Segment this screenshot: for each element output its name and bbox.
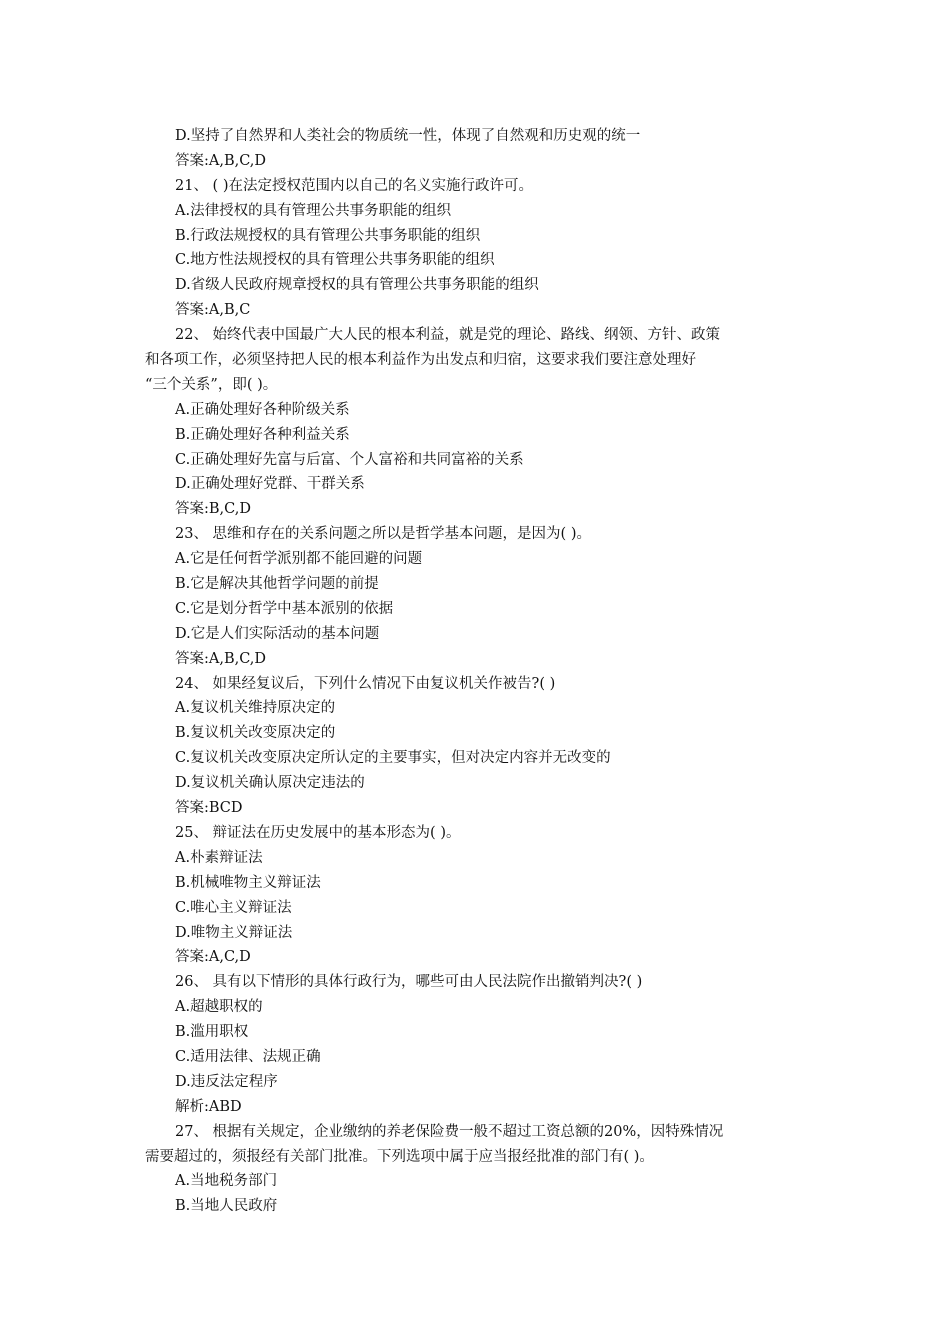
option-line: C.适用法律、法规正确 (175, 1048, 321, 1065)
option-line: B.行政法规授权的具有管理公共事务职能的组织 (175, 227, 481, 244)
question-27: 27、 根据有关规定，企业缴纳的养老保险费一般不超过工资总额的20%，因特殊情况 (175, 1123, 724, 1140)
option-line: A.法律授权的具有管理公共事务职能的组织 (175, 202, 452, 219)
question-22: 22、 始终代表中国最广大人民的根本利益，就是党的理论、路线、纲领、方针、政策 (175, 327, 721, 344)
option-line: A.它是任何哲学派别都不能回避的问题 (175, 551, 423, 568)
answer-line: 答案:B,C,D (175, 501, 251, 518)
option-line: C.复议机关改变原决定所认定的主要事实，但对决定内容并无改变的 (175, 750, 611, 767)
option-line: A.超越职权的 (175, 999, 263, 1016)
document-body (145, 124, 810, 1219)
option-line: D.省级人民政府规章授权的具有管理公共事务职能的组织 (175, 277, 539, 294)
option-line: C.唯心主义辩证法 (175, 899, 292, 916)
option-line: B.它是解决其他哲学问题的前提 (175, 576, 379, 593)
option-line: A.复议机关维持原决定的 (175, 700, 336, 717)
option-line: D.唯物主义辩证法 (175, 924, 293, 941)
answer-line: 解析:ABD (175, 1098, 242, 1115)
question-continuation: 和各项工作，必须坚持把人民的根本利益作为出发点和归宿，这要求我们要注意处理好 (145, 352, 696, 369)
option-line: C.地方性法规授权的具有管理公共事务职能的组织 (175, 252, 495, 269)
option-line: B.滥用职权 (175, 1024, 249, 1041)
question-23: 23、 思维和存在的关系问题之所以是哲学基本问题，是因为( )。 (175, 526, 591, 543)
option-line: D.违反法定程序 (175, 1073, 278, 1090)
question-24: 24、 如果经复议后，下列什么情况下由复议机关作被告?( ) (175, 675, 556, 692)
option-line: B.复议机关改变原决定的 (175, 725, 336, 742)
answer-line: 答案:BCD (175, 800, 243, 817)
answer-line: 答案:A,B,C,D (175, 650, 267, 667)
option-line: B.当地人民政府 (175, 1198, 278, 1215)
option-line: D.正确处理好党群、干群关系 (175, 476, 365, 493)
option-line: A.当地税务部门 (175, 1173, 278, 1190)
option-line: C.它是划分哲学中基本派别的依据 (175, 600, 394, 617)
question-25: 25、 辩证法在历史发展中的基本形态为( )。 (175, 824, 461, 841)
option-line: D.坚持了自然界和人类社会的物质统一性，体现了自然观和历史观的统一 (175, 128, 641, 144)
answer-line: 答案:A,B,C,D (175, 152, 267, 169)
option-line: C.正确处理好先富与后富、个人富裕和共同富裕的关系 (175, 451, 524, 468)
answer-line: 答案:A,B,C (175, 302, 251, 319)
option-line: D.它是人们实际活动的基本问题 (175, 625, 380, 642)
question-continuation: 需要超过的，须报经有关部门批准。下列选项中属于应当报经批准的部门有( )。 (145, 1148, 654, 1165)
question-continuation: “三个关系”，即( )。 (145, 376, 278, 393)
option-line: B.正确处理好各种利益关系 (175, 426, 350, 443)
option-line: B.机械唯物主义辩证法 (175, 874, 321, 891)
option-line: A.正确处理好各种阶级关系 (175, 401, 350, 418)
option-line: D.复议机关确认原决定违法的 (175, 775, 365, 792)
answer-line: 答案:A,C,D (175, 949, 251, 966)
question-21: 21、 ( )在法定授权范围内以自己的名义实施行政许可。 (175, 177, 533, 194)
question-26: 26、 具有以下情形的具体行政行为，哪些可由人民法院作出撤销判决?( ) (175, 974, 643, 991)
option-line: A.朴素辩证法 (175, 849, 263, 866)
